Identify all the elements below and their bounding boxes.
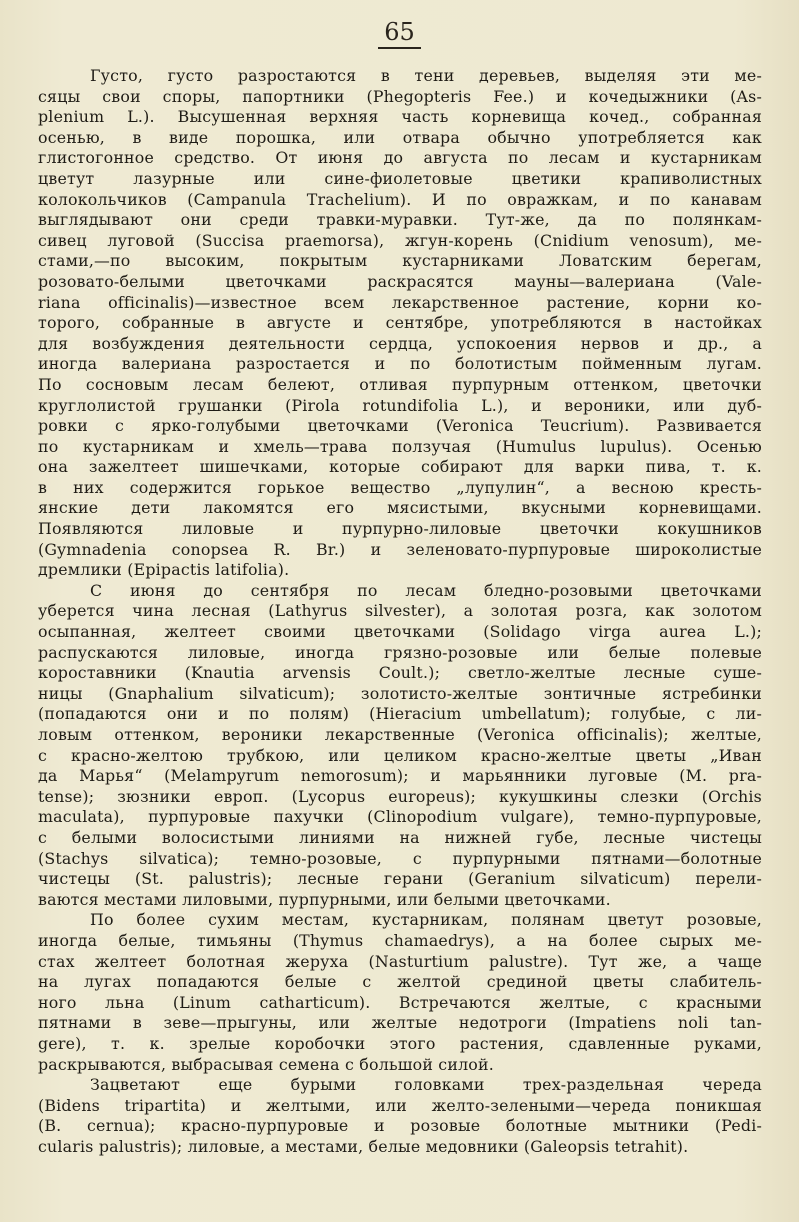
text-line: пятнами в зеве—прыгуны, или желтые недотроги (Impatiens noli tan- [38, 1013, 762, 1033]
text-line: tense); зюзники европ. (Lycopus europeus); кукушкины слезки (Orchis [38, 786, 762, 806]
text-line: выглядывают они среди травки-муравки. Тут-же, да по полянкам- [38, 210, 762, 230]
text-line: распускаются лиловые, иногда грязно-розовые или белые полевые [38, 642, 762, 662]
text-line: розовато-белыми цветочками раскрасятся мауны—валериана (Vale- [38, 271, 762, 291]
text-line: ницы (Gnaphalium silvaticum); золотисто-желтые зонтичные ястребинки [38, 683, 762, 703]
text-line: С июня до сентября по лесам бледно-розовыми цветочками [90, 580, 762, 600]
text-line: чистецы (St. palustris); лесные герани (Geranium silvaticum) перели- [38, 869, 762, 889]
text-line: иногда белые, тимьяны (Thymus chamaedrys), а на более сырых ме- [38, 930, 762, 950]
text-line: иногда валериана разростается и по болотистым пойменным лугам. [38, 354, 762, 374]
text-line: круглолистой грушанки (Pirola rotundifolia L.), и вероники, или дуб- [38, 395, 762, 415]
page-number-value: 65 [378, 18, 421, 49]
text-line: сяцы свои споры, папортники (Phegopteris Fee.) и кочедыжники (As- [38, 86, 762, 106]
text-line: цветут лазурные или сине-фиолетовые цветики крапиволистных [38, 168, 762, 188]
text-line: торого, собранные в августе и сентябре, употребляются в настойках [38, 313, 762, 333]
text-line: в них содержится горькое вещество „лупулин“, а весною кресть- [38, 477, 762, 497]
text-line: Появляются лиловые и пурпурно-лиловые цветочки кокушников [38, 519, 762, 539]
text-line: ваются местами лиловыми, пурпурными, или белыми цветочками. [38, 889, 611, 909]
text-line: для возбуждения деятельности сердца, успокоения нервов и др., а [38, 333, 762, 353]
text-line: Густо, густо разростаются в тени деревьев, выделяя эти ме- [90, 66, 762, 85]
text-line: (Stachys silvatica); темно-розовые, с пурпурными пятнами—болотные [38, 848, 762, 868]
text-line: раскрываются, выбрасывая семена с большой силой. [38, 1054, 494, 1074]
text-line: ровки с ярко-голубыми цветочками (Veronica Teucrium). Развивается [38, 416, 762, 436]
text-line: ного льна (Linum catharticum). Встречаются желтые, с красными [38, 992, 762, 1012]
text-line: с красно-желтою трубкою, или целиком красно-желтые цветы „Иван [38, 745, 762, 765]
text-line: (Gymnadenia conopsea R. Br.) и зеленовато-пурпуровые широколистые [38, 539, 762, 559]
text-line: осенью, в виде порошка, или отвара обычно употребляется как [38, 127, 762, 147]
text-line: с белыми волосистыми линиями на нижней губе, лесные чистецы [38, 827, 762, 847]
text-line: maculata), пурпуровые пахучки (Clinopodium vulgare), темно-пурпуровые, [38, 807, 762, 827]
text-line: сивец луговой (Succisa praemorsa), жгун-корень (Cnidium venosum), ме- [38, 230, 762, 250]
text-line: короставники (Knautia arvensis Coult.); светло-желтые лесные суше- [38, 663, 762, 683]
page-text [38, 66, 762, 1206]
text-line: по кустарникам и хмель—трава ползучая (Humulus lupulus). Осенью [38, 436, 762, 456]
text-line: стами,—по высоким, покрытым кустарниками Ловатским берегам, [38, 251, 762, 271]
text-line: gere), т. к. зрелые коробочки этого растения, сдавленные руками, [38, 1033, 762, 1053]
text-line: она зажелтеет шишечками, которые собирают для варки пива, т. к. [38, 457, 762, 477]
page-number [0, 18, 799, 46]
text-line: уберется чина лесная (Lathyrus silvester), а золотая розга, как золотом [38, 601, 762, 621]
text-line: на лугах попадаются белые с желтой срединой цветы слабитель- [38, 972, 762, 992]
text-line: янские дети лакомятся его мясистыми, вкусными корневищами. [38, 498, 762, 518]
text-line: ловым оттенком, вероники лекарственные (Veronica officinalis); желтые, [38, 725, 762, 744]
text-line: По более сухим местам, кустарникам, полянам цветут розовые, [90, 910, 762, 930]
text-line: По сосновым лесам белеют, отливая пурпурным оттенком, цветочки [38, 374, 762, 394]
text-line: (Bidens tripartita) и желтыми, или желто-зелеными—череда поникшая [38, 1095, 762, 1115]
text-line: (B. cernua); красно-пурпуровые и розовые болотные мытники (Pedi- [38, 1116, 762, 1136]
text-line: осыпанная, желтеет своими цветочками (Solidago virga aurea L.); [38, 622, 762, 642]
text-line: дремлики (Epipactis latifolia). [38, 560, 290, 580]
text-line: глистогонное средство. От июня до августа по лесам и кустарникам [38, 148, 762, 168]
text-line: riana officinalis)—известное всем лекарственное растение, корни ко- [38, 292, 762, 312]
text-line: (попадаются они и по полям) (Hieracium umbellatum); голубые, с ли- [38, 704, 762, 724]
text-line: да Марья“ (Melampyrum nemorosum); и марьянники луговые (M. pra- [38, 766, 762, 786]
text-line: plenium L.). Высушенная верхняя часть корневища кочед., собранная [38, 107, 762, 127]
text-line: cularis palustris); лиловые, а местами, белые медовники (Galeopsis tetrahit). [38, 1136, 689, 1156]
text-line: колокольчиков (Campanula Trachelium). И по овражкам, и по канавам [38, 189, 762, 209]
text-line: Зацветают еще бурыми головками трех-раздельная череда [90, 1075, 762, 1095]
text-line: стах желтеет болотная жеруха (Nasturtium palustre). Тут же, а чаще [38, 951, 762, 971]
